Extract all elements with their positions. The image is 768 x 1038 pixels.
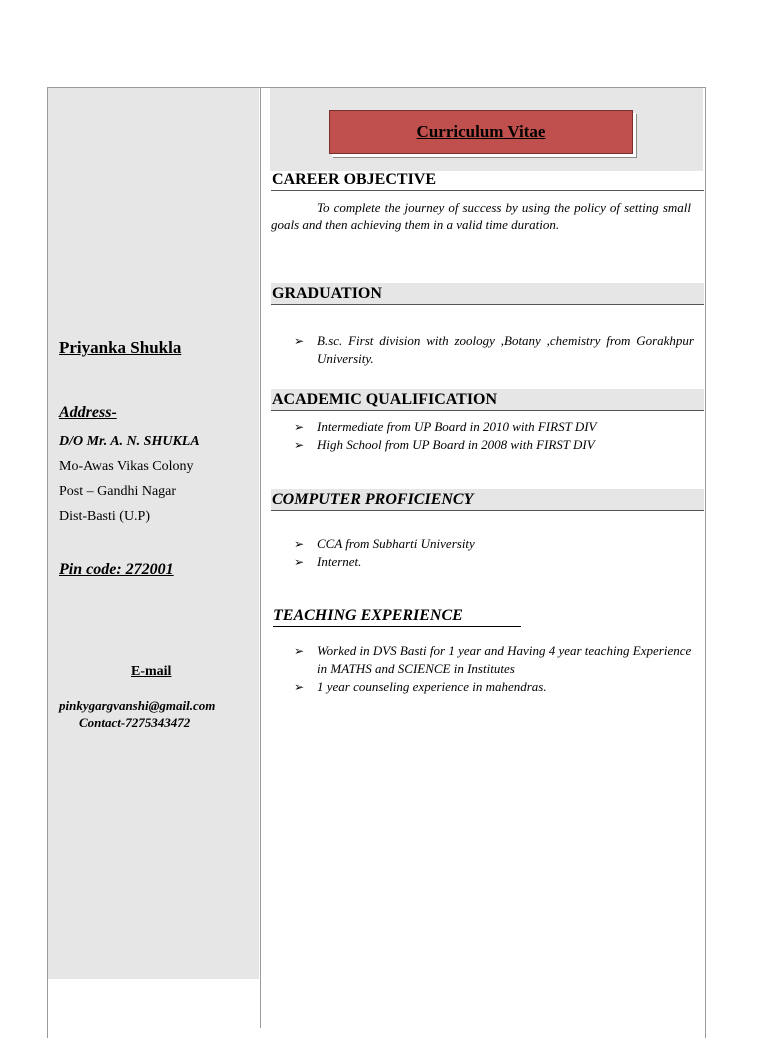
academic-list xyxy=(294,418,694,454)
list-item: ➢ High School from UP Board in 2008 with FIRST DIV xyxy=(294,437,595,452)
teaching-heading: TEACHING EXPERIENCE xyxy=(273,606,521,627)
bullet-arrow-icon: ➢ xyxy=(294,555,305,569)
bullet-arrow-icon: ➢ xyxy=(294,334,305,348)
list-item: ➢ CCA from Subharti University xyxy=(294,536,475,551)
address-line-1: D/O Mr. A. N. SHUKLA xyxy=(59,434,200,449)
teaching-list xyxy=(294,642,694,696)
list-item: ➢ 1 year counseling experience in mahendras. xyxy=(294,679,547,694)
career-objective-heading: CAREER OBJECTIVE xyxy=(271,169,704,191)
list-item: ➢ B.sc. First division with zoology ,Botany ,chemistry from Gorakhpur University. xyxy=(294,333,694,366)
graduation-heading: GRADUATION xyxy=(271,283,704,305)
address-label: Address- xyxy=(59,404,117,421)
list-item: ➢ Worked in DVS Basti for 1 year and Having 4 year teaching Experience in MATHS and SCIENCE in Institutes xyxy=(294,643,692,676)
contact-number: Contact-7275343472 xyxy=(79,715,191,730)
bullet-arrow-icon: ➢ xyxy=(294,644,305,658)
bullet-arrow-icon: ➢ xyxy=(294,420,305,434)
email-value: pinkygargvanshi@gmail.com xyxy=(59,698,216,713)
career-objective-text: To complete the journey of success by using the policy of setting small goals and then achieving them in a valid time duration. xyxy=(271,200,691,232)
bullet-arrow-icon: ➢ xyxy=(294,537,305,551)
candidate-name: Priyanka Shukla xyxy=(59,338,182,357)
column-divider xyxy=(260,88,261,1028)
academic-heading: ACADEMIC QUALIFICATION xyxy=(271,389,704,411)
graduation-list xyxy=(294,332,694,368)
sidebar-panel xyxy=(48,88,259,979)
title-banner xyxy=(329,110,633,154)
computer-heading: COMPUTER PROFICIENCY xyxy=(271,489,704,511)
bullet-arrow-icon: ➢ xyxy=(294,680,305,694)
pin-code: Pin code: 272001 xyxy=(59,561,174,578)
address-line-4: Dist-Basti (U.P) xyxy=(59,509,150,524)
address-line-3: Post – Gandhi Nagar xyxy=(59,484,177,499)
email-label: E-mail xyxy=(131,664,172,679)
list-item: ➢ Intermediate from UP Board in 2010 with FIRST DIV xyxy=(294,419,597,434)
list-item: ➢ Internet. xyxy=(294,554,362,569)
page-title: Curriculum Vitae xyxy=(416,122,546,141)
bullet-arrow-icon: ➢ xyxy=(294,438,305,452)
address-line-2: Mo-Awas Vikas Colony xyxy=(59,459,194,474)
computer-list xyxy=(294,535,694,571)
